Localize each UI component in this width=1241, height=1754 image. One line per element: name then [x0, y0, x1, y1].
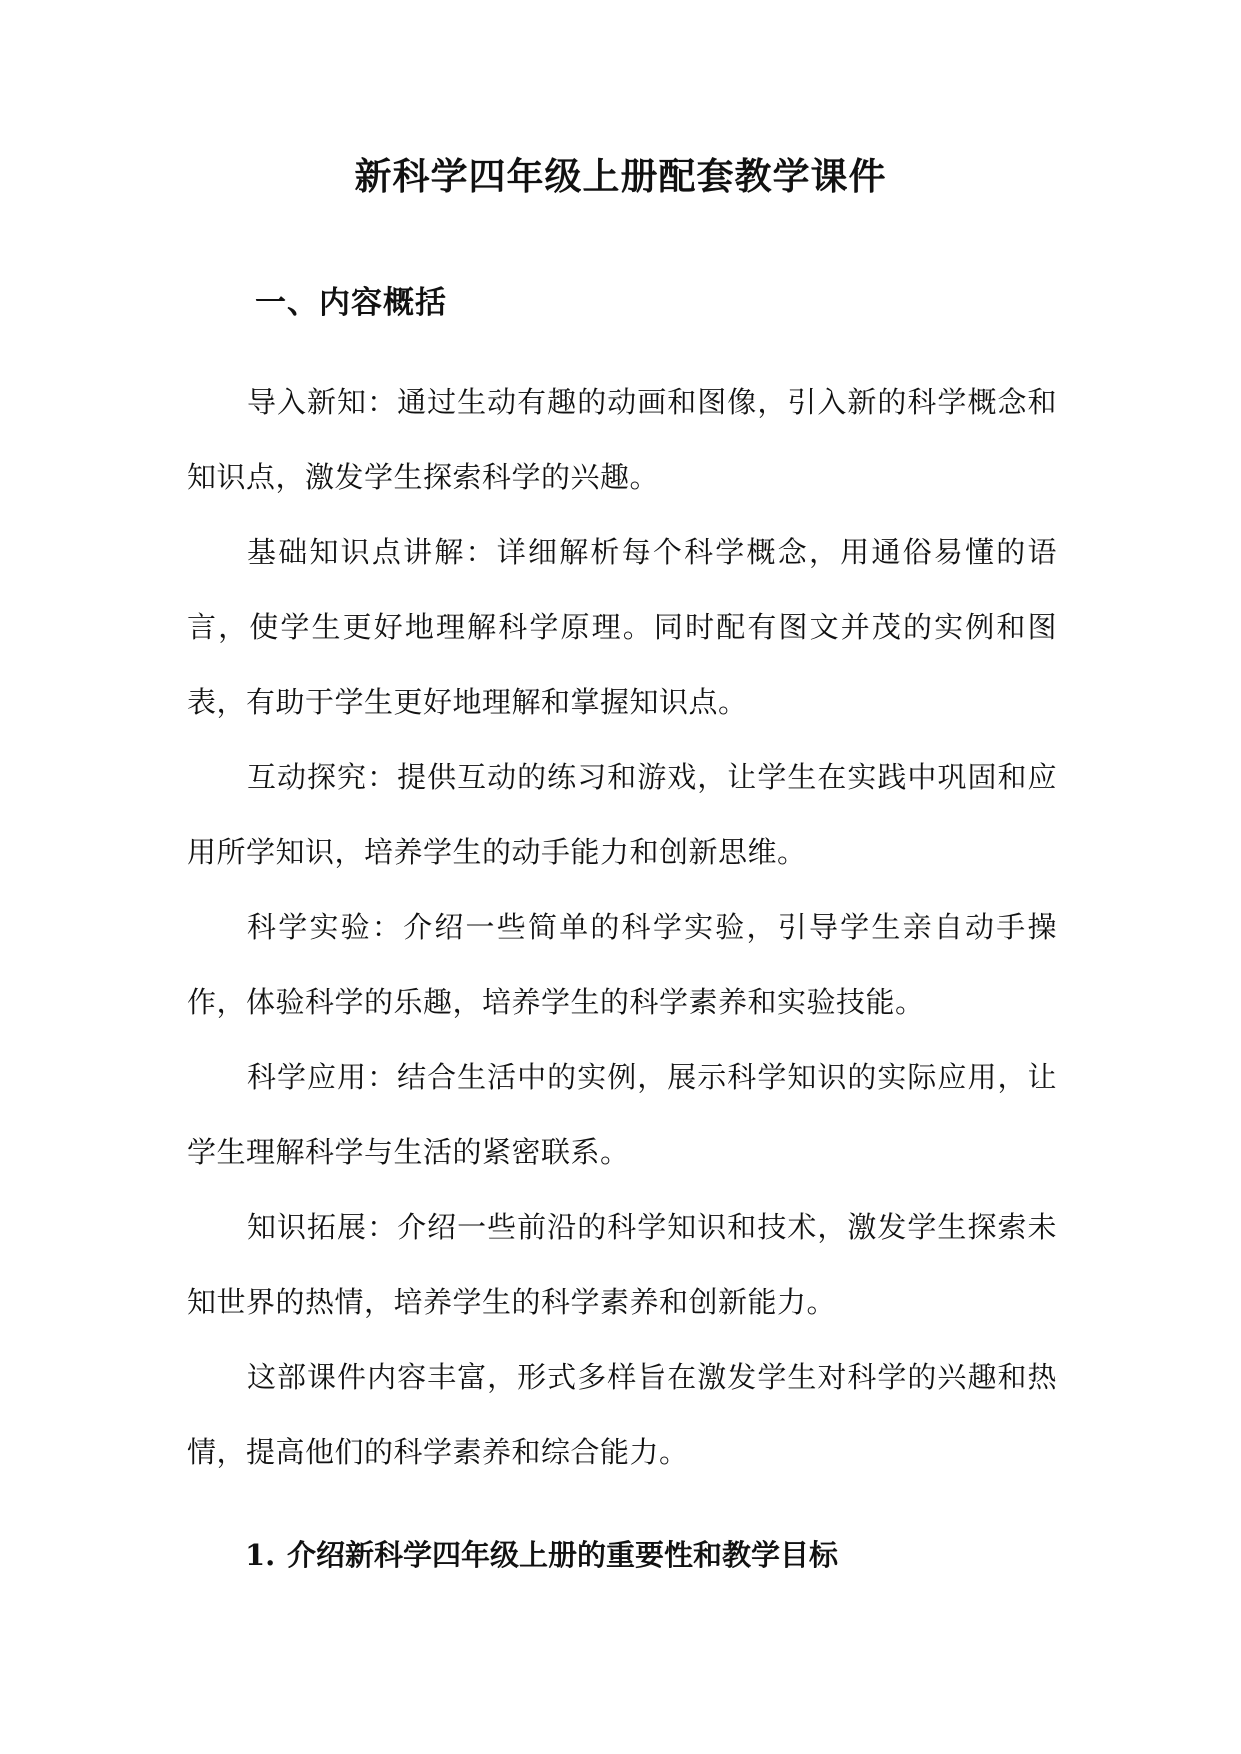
- paragraph-science-application: 科学应用：结合生活中的实例，展示科学知识的实际应用，让学生理解科学与生活的紧密联系。: [187, 1060, 1057, 1169]
- paragraph-summary: 这部课件内容丰富，形式多样旨在激发学生对科学的兴趣和热情，提高他们的科学素养和综合能力。: [187, 1360, 1057, 1469]
- paragraph-basic-knowledge: 基础知识点讲解：详细解析每个科学概念，用通俗易懂的语言，使学生更好地理解科学原理。同时配有图文并茂的实例和图表，有助于学生更好地理解和掌握知识点。: [187, 535, 1057, 719]
- paragraph-intro-new-knowledge: 导入新知：通过生动有趣的动画和图像，引入新的科学概念和知识点，激发学生探索科学的兴趣。: [187, 385, 1057, 494]
- body-text: [187, 365, 1057, 1490]
- document-title: 新科学四年级上册配套教学课件: [354, 154, 887, 198]
- paragraph-knowledge-extension: 知识拓展：介绍一些前沿的科学知识和技术，激发学生探索未知世界的热情，培养学生的科学素养和创新能力。: [187, 1210, 1057, 1319]
- paragraph-science-experiment: 科学实验：介绍一些简单的科学实验，引导学生亲自动手操作，体验科学的乐趣，培养学生的科学素养和实验技能。: [187, 910, 1057, 1019]
- numbered-subheading: [245, 1535, 838, 1575]
- subheading-text: 介绍新科学四年级上册的重要性和教学目标: [287, 1538, 839, 1572]
- paragraph-interactive-exploration: 互动探究：提供互动的练习和游戏，让学生在实践中巩固和应用所学知识，培养学生的动手能力和创新思维。: [187, 760, 1057, 869]
- section-heading-content-summary: 一、内容概括: [255, 285, 447, 321]
- subheading-number: 1.: [245, 1538, 276, 1572]
